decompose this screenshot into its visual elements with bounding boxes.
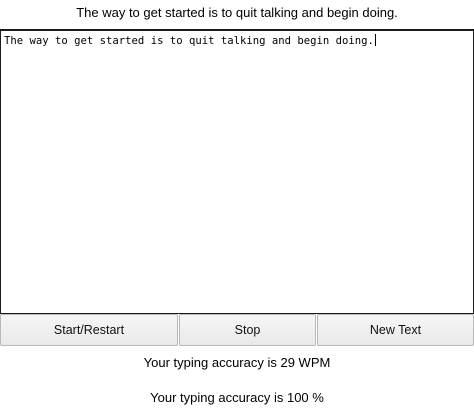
new-text-button[interactable]: New Text [317, 314, 474, 346]
text-caret [375, 34, 376, 46]
start-restart-button[interactable]: Start/Restart [0, 314, 178, 346]
typed-text: The way to get started is to quit talking and begin doing. [4, 35, 374, 47]
wpm-result: Your typing accuracy is 29 WPM [143, 355, 331, 370]
typing-input-area[interactable] [0, 29, 474, 314]
accuracy-result: Your typing accuracy is 100 % [150, 390, 324, 405]
typing-input-text[interactable] [4, 34, 470, 48]
stop-button[interactable]: Stop [179, 314, 316, 346]
button-row [0, 314, 474, 346]
prompt-sentence: The way to get started is to quit talking and begin doing. [76, 5, 398, 20]
